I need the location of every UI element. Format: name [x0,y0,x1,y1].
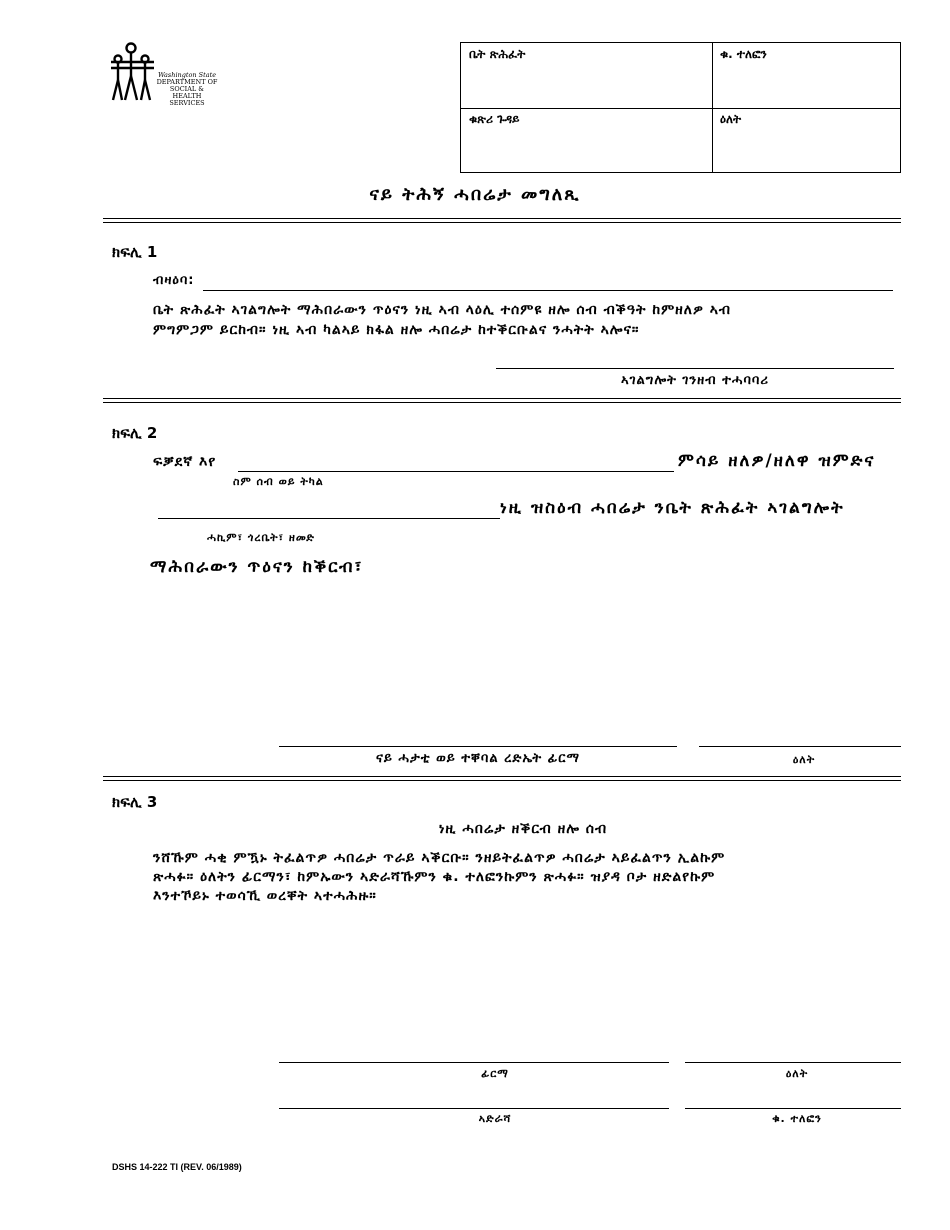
section2-date-line[interactable] [699,746,901,747]
provider-signature-line[interactable] [279,1062,669,1063]
section-divider [103,776,901,781]
office-field[interactable]: ቤት ጽሕፈት [469,47,526,61]
section1-paragraph-line2: ምግምጋም ይርከብ። ነዚ ኣብ ካልኣይ ክፋል ዘሎ ሓበሬታ ከተቕርቡልና ንሓትት ኣሎና። [153,322,640,338]
section3-subtitle: ነዚ ሓበሬታ ዘቕርብ ዘሎ ሰብ [438,821,608,837]
consent-prefix: ፍቓደኛ እየ [153,454,217,470]
coordinator-label: ኣገልግሎት ገንዘብ ተሓባባሪ [621,373,769,388]
dshs-logo [108,42,218,106]
section-divider [103,398,901,403]
release-text: ነዚ ዝስዕብ ሓበሬታ ንቤት ጽሕፈት ኣገልግሎት [500,498,845,518]
section1-heading: ክፍሊ 1 [112,243,158,261]
date-field[interactable]: ዕለት [720,112,742,126]
page-title: ናይ ትሕኝ ሓበሬታ መግለጺ [369,184,581,205]
provider-address-line[interactable] [279,1108,669,1109]
section3-paragraph-line2: ጽሓፉ። ዕለትን ፊርማን፣ ከምኡውን ኣድራሻኹምን ቁ. ተለፎንኩምን ጽሓፉ። ዝያዳ ቦታ ዘድልየኩም [153,869,716,885]
people-figures-icon [108,42,158,104]
coordinator-signature-line[interactable] [496,368,894,369]
case-number-field[interactable]: ቁጽሪ ጉዳይ [469,112,520,126]
relationship-caption: ሓኪም፣ ጎረቤት፣ ዘመድ [207,531,315,544]
applicant-signature-line[interactable] [279,746,677,747]
header-table [460,42,901,173]
section1-paragraph-line1: ቤት ጽሕፈት ኣገልግሎት ማሕበራውን ጥዕናን ነዚ ኣብ ላዕሊ ተሰምዩ ዘሎ ሰብ ብቕዓት ከምዘለዎ ኣብ [153,302,732,318]
provider-address-label: ኣድራሻ [478,1112,512,1125]
section3-heading: ክፍሊ 3 [112,793,158,811]
section3-date-line[interactable] [685,1062,901,1063]
section3-paragraph-line3: እንተኾይኑ ተወሳኺ ወረቐት ኣተሓሕዙ። [153,888,377,904]
subject-input[interactable] [203,290,893,291]
relationship-text: ምሳይ ዘለዎ/ዘለዋ ዝምድና [678,451,876,471]
phone-field[interactable]: ቁ. ተለፎን [720,47,767,61]
section2-date-label: ዕለት [792,753,816,766]
section-divider [103,218,901,223]
provider-signature-label: ፊርማ [481,1067,509,1080]
name-caption: ስም ሰብ ወይ ትካል [233,475,324,488]
section3-date-label: ዕለት [785,1067,809,1080]
provider-phone-line[interactable] [685,1108,901,1109]
section2-heading: ክፍሊ 2 [112,424,158,442]
relationship-input[interactable] [158,518,500,519]
provide-text: ማሕበራውን ጥዕናን ከቕርብ፣ [150,557,364,577]
provider-phone-label: ቁ. ተለፎን [772,1112,822,1125]
subject-label: ብዛዕባ: [153,273,195,288]
form-id: DSHS 14-222 TI (REV. 06/1989) [112,1162,242,1172]
logo-text: Washington State DEPARTMENT OF SOCIAL & HEALTH SERVICES [156,71,218,107]
section3-paragraph-line1: ንሸኹም ሓቂ ምዃኑ ትፈልጥዎ ሓበሬታ ጥራይ ኣቕርቡ። ንዘይትፈልጥዎ ሓበሬታ ኣይፈልጥን ኢልኩም [153,850,726,866]
provider-name-input[interactable] [238,471,674,472]
applicant-signature-label: ናይ ሓታቲ ወይ ተቐባል ረድኤት ፊርማ [376,751,580,766]
